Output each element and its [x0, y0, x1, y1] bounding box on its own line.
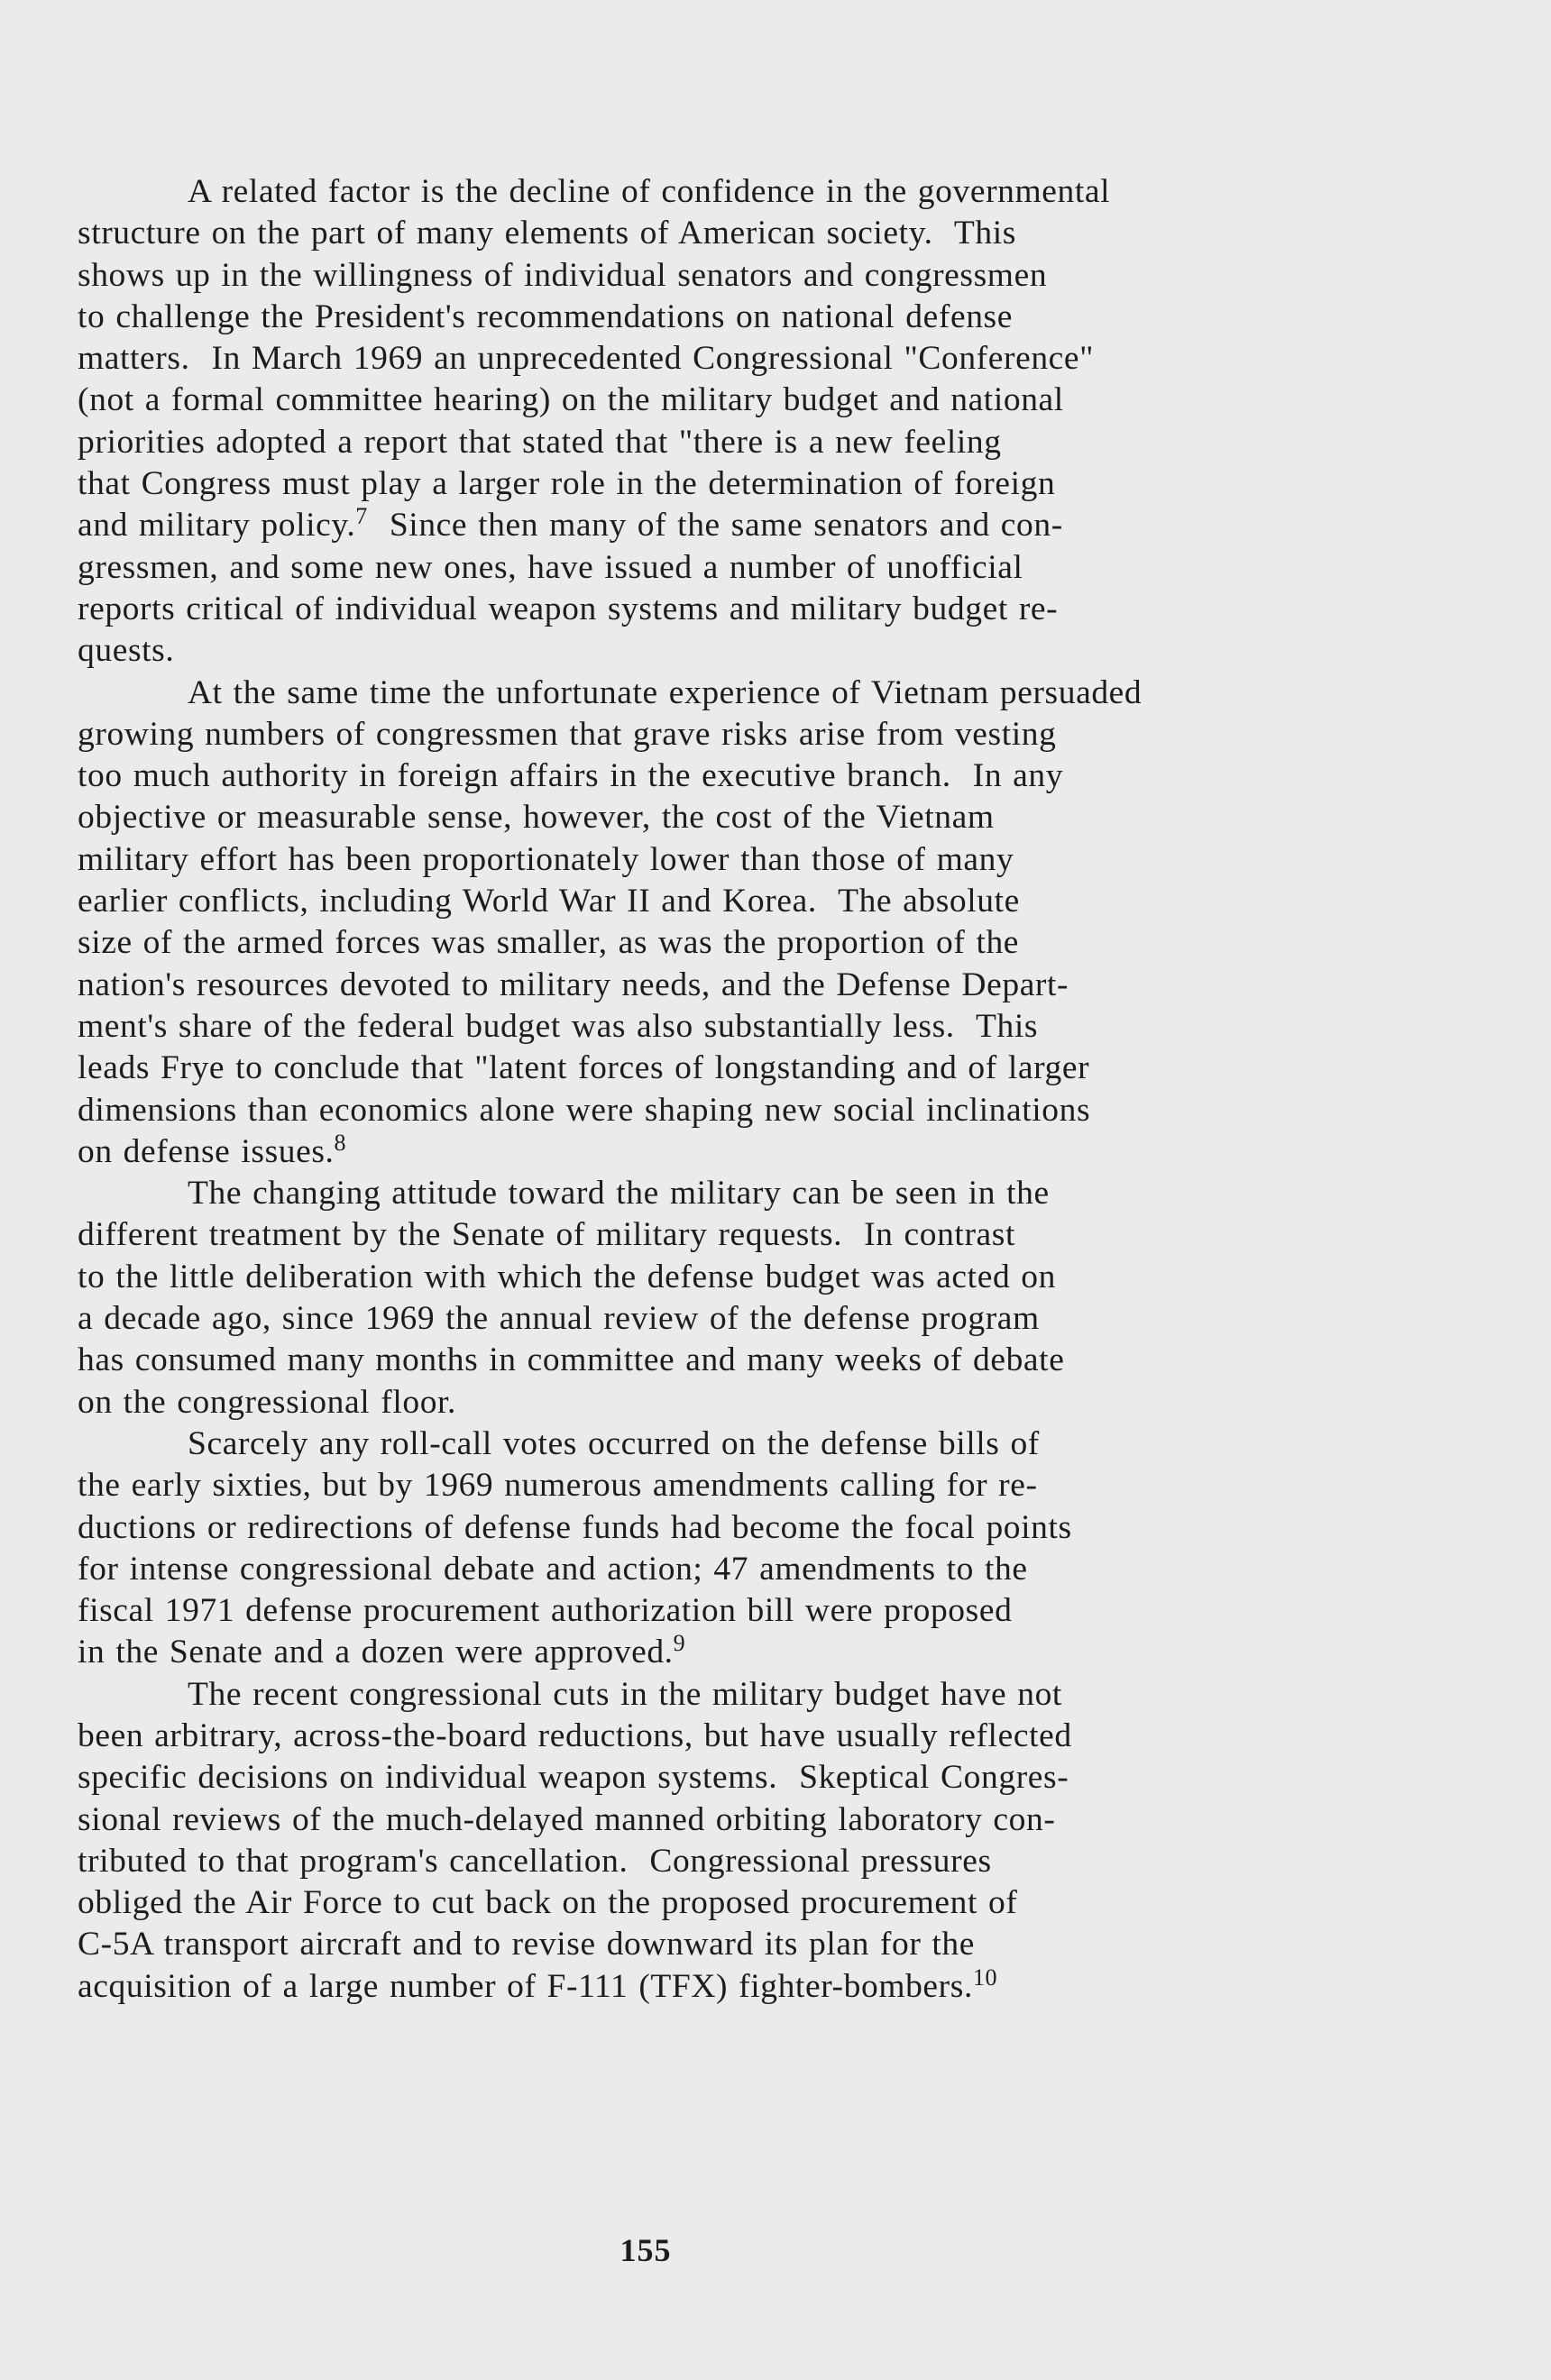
footnote-marker: 9: [673, 1630, 686, 1657]
text-line: too much authority in foreign affairs in the executive branch. In any: [78, 757, 1064, 795]
text-line: C-5A transport aircraft and to revise downward its plan for the: [78, 1926, 976, 1964]
text-line: to the little deliberation with which the defense budget was acted on: [78, 1258, 1056, 1295]
paragraph: [78, 1423, 1412, 1674]
text-line: [78, 1632, 1412, 1673]
text-line: for intense congressional debate and action; 47 amendments to the: [78, 1550, 1028, 1588]
text-line: The recent congressional cuts in the military budget have not: [188, 1675, 1062, 1713]
text-line: [78, 505, 1412, 546]
footnote-marker: 7: [355, 503, 368, 530]
text-line: dimensions than economics alone were shaping new social inclinations: [78, 1091, 1091, 1129]
text-line: that Congress must play a larger role in the determination of foreign: [78, 465, 1056, 503]
text-line: ment's share of the federal budget was also substantially less. This: [78, 1007, 1039, 1045]
text-line: [78, 1131, 1412, 1173]
text-line: A related factor is the decline of confidence in the governmental: [188, 173, 1111, 210]
text-line: gressmen, and some new ones, have issued a number of unofficial: [78, 548, 1023, 586]
text-line: growing numbers of congressmen that grave risks arise from vesting: [78, 715, 1057, 753]
text-line: tributed to that program's cancellation. Congressional pressures: [78, 1842, 992, 1880]
line-text: acquisition of a large number of F-111 (TFX) fighter-bombers.: [78, 1967, 973, 2005]
text-line: has consumed many months in committee and many weeks of debate: [78, 1341, 1065, 1379]
body-text: [78, 171, 1412, 2008]
text-line: Scarcely any roll-call votes occurred on the defense bills of: [188, 1424, 1040, 1462]
text-line: sional reviews of the much-delayed manned orbiting laboratory con-: [78, 1800, 1056, 1838]
paragraph: [78, 1173, 1412, 1423]
text-line: leads Frye to conclude that "latent forces of longstanding and of larger: [78, 1049, 1090, 1087]
text-line: earlier conflicts, including World War II and Korea. The absolute: [78, 883, 1020, 920]
text-line: different treatment by the Senate of military requests. In contrast: [78, 1216, 1015, 1254]
page-number: 155: [619, 2232, 672, 2268]
text-line: (not a formal committee hearing) on the military budget and national: [78, 381, 1064, 419]
text-line: The changing attitude toward the military can be seen in the: [188, 1175, 1050, 1213]
text-line: on the congressional floor.: [78, 1383, 457, 1421]
line-text: in the Senate and a dozen were approved.: [78, 1634, 674, 1671]
text-line: fiscal 1971 defense procurement authorization bill were proposed: [78, 1592, 1013, 1630]
text-line: matters. In March 1969 an unprecedented Congressional "Conference": [78, 340, 1095, 378]
text-line: obliged the Air Force to cut back on the proposed procurement of: [78, 1884, 1018, 1922]
text-line: reports critical of individual weapon systems and military budget re-: [78, 590, 1059, 627]
text-line: [78, 1966, 1412, 2008]
text-line: quests.: [78, 632, 175, 670]
text-line: to challenge the President's recommendations on national defense: [78, 298, 1013, 335]
line-text: on defense issues.: [78, 1132, 335, 1170]
text-line: been arbitrary, across-the-board reductions, but have usually reflected: [78, 1716, 1072, 1754]
text-line: structure on the part of many elements of American society. This: [78, 215, 1016, 252]
paragraph: [78, 1674, 1412, 2008]
footnote-marker: 8: [334, 1129, 347, 1156]
text-line: a decade ago, since 1969 the annual review of the defense program: [78, 1300, 1040, 1338]
paragraph: [78, 673, 1412, 1174]
line-text: and military policy.: [78, 507, 356, 545]
footnote-marker: 10: [972, 1964, 998, 1991]
text-line: nation's resources devoted to military needs, and the Defense Depart-: [78, 966, 1069, 1003]
text-line: military effort has been proportionately lower than those of many: [78, 840, 1014, 878]
text-line: priorities adopted a report that stated that "there is a new feeling: [78, 423, 1002, 461]
text-line: At the same time the unfortunate experience of Vietnam persuaded: [188, 673, 1143, 711]
text-line: the early sixties, but by 1969 numerous amendments calling for re-: [78, 1467, 1038, 1505]
text-line: size of the armed forces was smaller, as was the proportion of the: [78, 924, 1020, 962]
text-line: specific decisions on individual weapon systems. Skeptical Congres-: [78, 1759, 1069, 1797]
text-line: objective or measurable sense, however, the cost of the Vietnam: [78, 799, 995, 837]
paragraph: [78, 171, 1412, 673]
text-line: shows up in the willingness of individual senators and congressmen: [78, 256, 1048, 294]
line-text: Since then many of the same senators and con-: [367, 507, 1063, 545]
text-line: ductions or redirections of defense funds had become the focal points: [78, 1508, 1072, 1546]
